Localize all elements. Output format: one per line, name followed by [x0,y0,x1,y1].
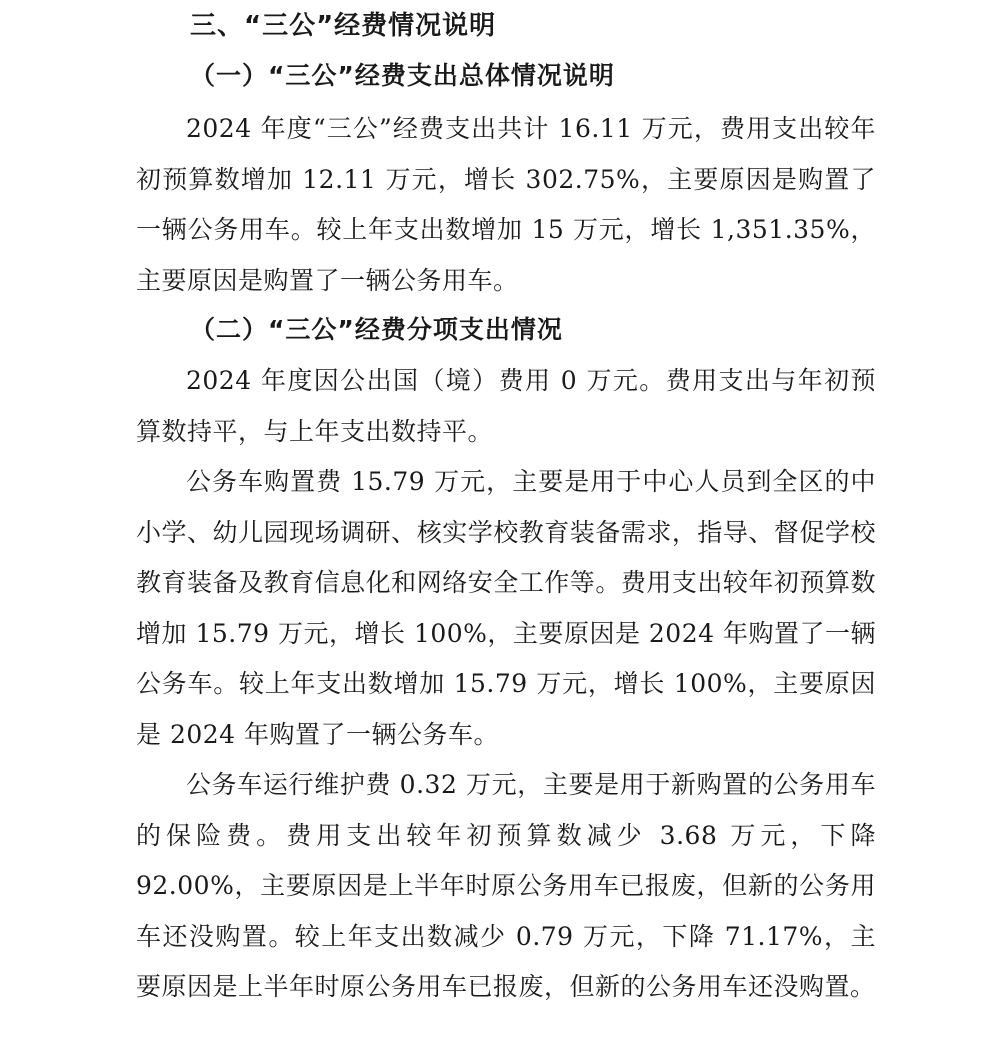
paragraph-overall-summary: 2024 年度“三公”经费支出共计 16.11 万元，费用支出较年初预算数增加 12.11 万元，增长 302.75%，主要原因是购置了一辆公务用车。较上年支出数增加 15 万元，增长 1,351.35%，主要原因是购置了一辆公务用车。 [136,114,876,295]
paragraph-vehicle-purchase: 公务车购置费 15.79 万元，主要是用于中心人员到全区的中小学、幼儿园现场调研、核实学校教育装备需求，指导、督促学校教育装备及教育信息化和网络安全工作等。费用支出较年初预算数增加 15.79 万元，增长 100%，主要原因是 2024 年购置了一辆公务车。较上年支出数增加 15.79 万元，增长 100%，主要原因是 2024 年购置了一辆公务车。 [136,467,876,749]
paragraph-overseas-travel: 2024 年度因公出国（境）费用 0 万元。费用支出与年初预算数持平，与上年支出数持平。 [136,366,876,446]
subsection-heading-overall: （一）“三公”经费支出总体情况说明 [190,61,615,90]
paragraph-vehicle-maintenance: 公务车运行维护费 0.32 万元，主要是用于新购置的公务用车的保险费。费用支出较年初预算数减少 3.68 万元，下降 92.00%，主要原因是上半年时原公务用车已报废，但新的公务用车还没购置。较上年支出数减少 0.79 万元，下降 71.17%，主要原因是上半年时原公务用车已报废，但新的公务用车还没购置。 [136,770,876,1001]
subsection-heading-itemized: （二）“三公”经费分项支出情况 [190,315,563,344]
section-heading: 三、“三公”经费情况说明 [190,11,497,41]
